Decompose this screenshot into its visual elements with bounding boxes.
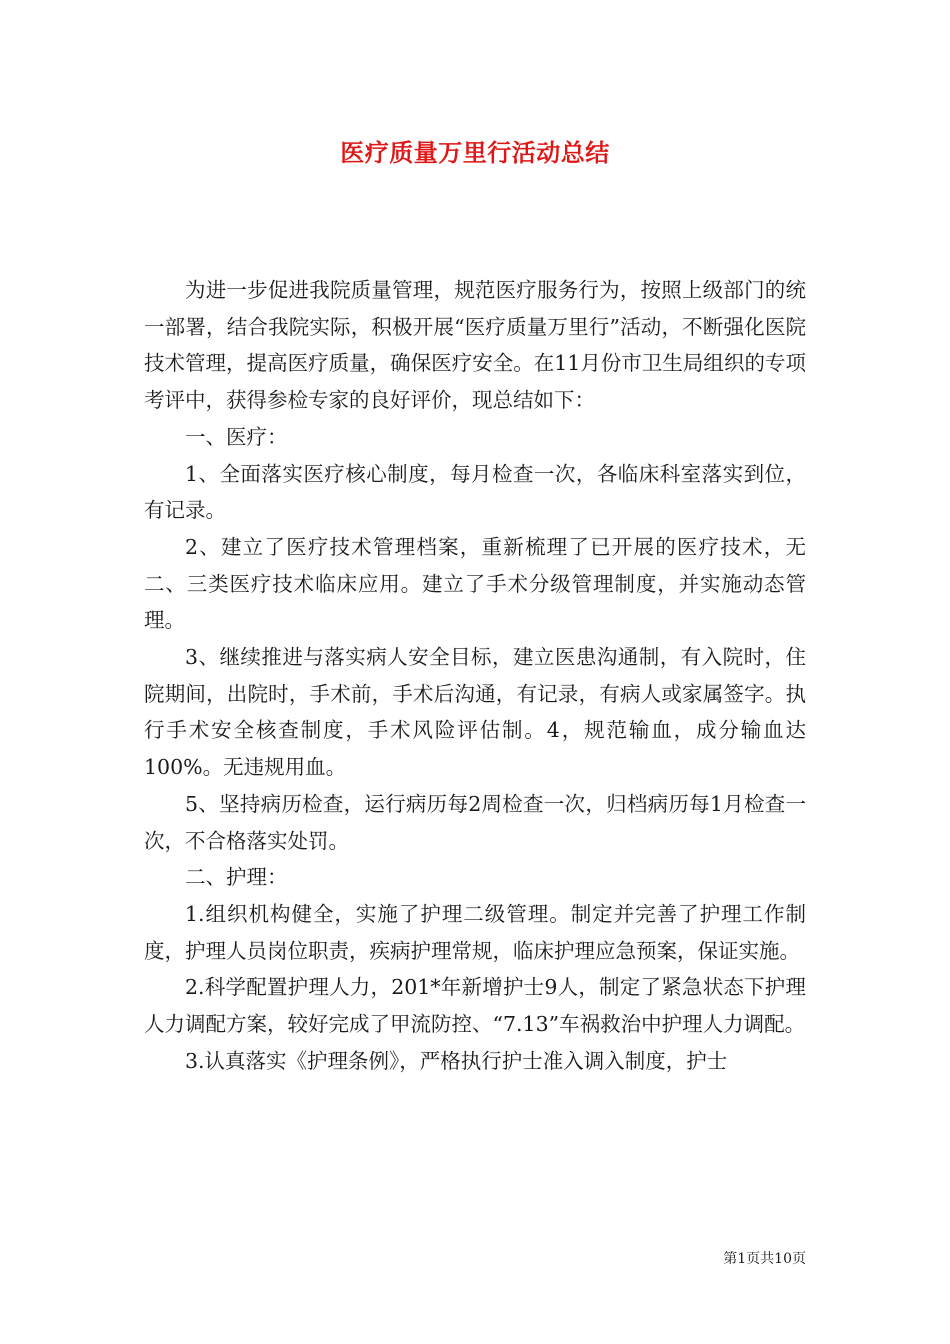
paragraph: 3.认真落实《护理条例》，严格执行护士准入调入制度，护士 — [185, 1048, 728, 1073]
paragraph: 1、全面落实医疗核心制度，每月检查一次，各临床科室落实到位，有记录。 — [144, 461, 806, 523]
section-heading: 二、护理： — [185, 865, 288, 890]
page-number: 第1页共10页 — [723, 1251, 806, 1267]
paragraph: 为进一步促进我院质量管理，规范医疗服务行为，按照上级部门的统一部署，结合我院实际，积极开展“医疗质量万里行”活动，不断强化医院技术管理，提高医疗质量，确保医疗安全。在11月份市卫生局组织的专项考评中，获得参检专家的良好评价，现总结如下： — [144, 278, 806, 413]
document-title: 医疗质量万里行活动总结 — [340, 138, 610, 167]
paragraph: 2.科学配置护理人力，201*年新增护士9人，制定了紧急状态下护理人力调配方案，较好完成了甲流防控、“7.13”车祸救治中护理人力调配。 — [144, 975, 806, 1037]
section-heading: 一、医疗： — [185, 424, 288, 449]
paragraph: 3、继续推进与落实病人安全目标，建立医患沟通制，有入院时，住院期间，出院时，手术前，手术后沟通，有记录，有病人或家属签字。执行手术安全核查制度，手术风险评估制。4，规范输血，成分输血达100%。无违规用血。 — [144, 645, 806, 780]
document-body — [144, 272, 806, 1079]
paragraph: 1.组织机构健全，实施了护理二级管理。制定并完善了护理工作制度，护理人员岗位职责，疾病护理常规，临床护理应急预案，保证实施。 — [144, 901, 806, 963]
paragraph: 2、建立了医疗技术管理档案，重新梳理了已开展的医疗技术，无二、三类医疗技术临床应用。建立了手术分级管理制度，并实施动态管理。 — [144, 534, 806, 633]
paragraph: 5、坚持病历检查，运行病历每2周检查一次，归档病历每1月检查一次，不合格落实处罚。 — [144, 791, 806, 853]
